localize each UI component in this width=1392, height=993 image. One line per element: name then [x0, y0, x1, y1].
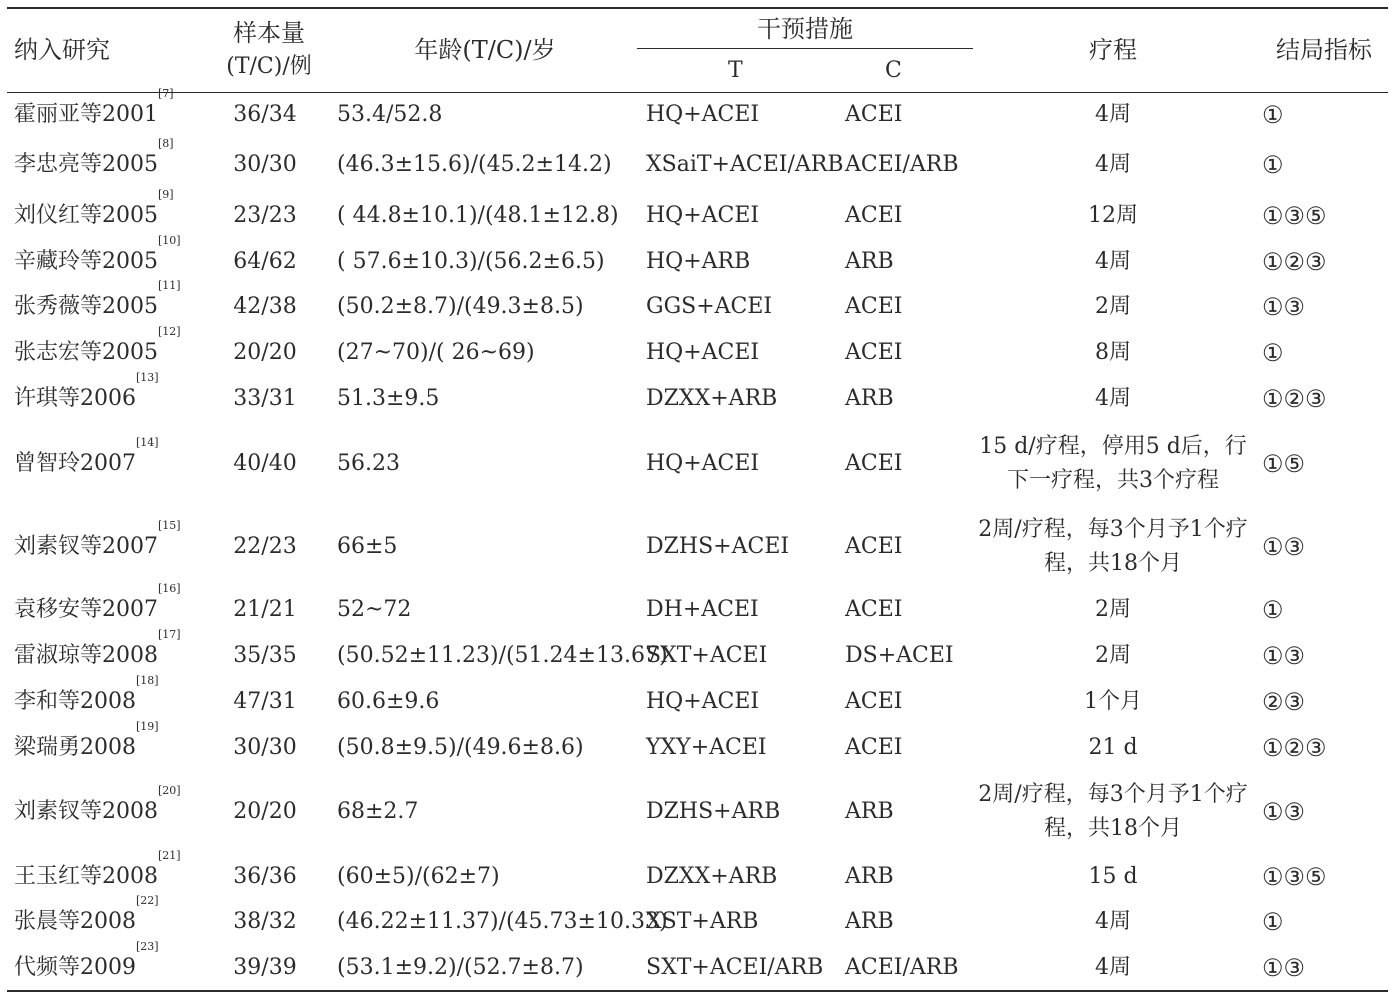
study-cell — [14, 188, 174, 233]
course-cell: 15 d — [1088, 864, 1138, 889]
reference-number: [11] — [158, 279, 181, 292]
control-cell: ACEI — [845, 689, 903, 714]
age-cell: 68±2.7 — [337, 799, 419, 824]
study-name: 袁移安等2007 — [14, 597, 158, 622]
study-name: 张晨等2008 — [14, 909, 136, 934]
study-name: 霍丽亚等2001 — [14, 102, 158, 127]
course-cell: 21 d — [1088, 735, 1138, 760]
control-cell: ACEI/ARB — [845, 152, 959, 177]
control-cell: ACEI — [845, 102, 903, 127]
age-cell: 66±5 — [337, 534, 398, 559]
treatment-cell: XST+ARB — [646, 909, 759, 934]
treatment-cell: SXT+ACEI — [646, 643, 768, 668]
study-name: 雷淑琼等2008 — [14, 643, 158, 668]
sample-size-cell: 64/62 — [233, 249, 297, 274]
reference-number: [20] — [158, 784, 181, 797]
sample-size-cell: 36/36 — [233, 864, 297, 889]
course-cell: 4周 — [1095, 955, 1131, 980]
reference-number: [14] — [136, 436, 159, 449]
age-cell: 52~72 — [337, 597, 412, 622]
reference-number: [8] — [158, 137, 174, 150]
study-name: 刘素钗等2007 — [14, 534, 158, 559]
study-cell — [14, 279, 181, 324]
age-cell: (27~70)/( 26~69) — [337, 340, 535, 365]
control-cell: ARB — [845, 799, 894, 824]
header-study: 纳入研究 — [14, 36, 110, 64]
outcome-cell: ①③ — [1262, 798, 1306, 826]
course-cell: 2周 — [1095, 597, 1131, 622]
course-cell: 4周 — [1095, 386, 1131, 411]
reference-number: [7] — [158, 87, 174, 100]
outcome-cell: ①③ — [1262, 642, 1306, 670]
age-cell: 51.3±9.5 — [337, 386, 440, 411]
age-cell: (50.2±8.7)/(49.3±8.5) — [337, 294, 584, 319]
control-cell: ACEI — [845, 534, 903, 559]
sample-size-cell: 23/23 — [233, 203, 297, 228]
reference-number: [21] — [158, 849, 181, 862]
age-cell: (60±5)/(62±7) — [337, 864, 500, 889]
reference-number: [13] — [136, 371, 159, 384]
age-cell: ( 57.6±10.3)/(56.2±6.5) — [337, 249, 605, 274]
study-name: 许琪等2006 — [14, 386, 136, 411]
reference-number: [10] — [158, 234, 181, 247]
header-outcome: 结局指标 — [1276, 36, 1372, 64]
study-name: 张志宏等2005 — [14, 340, 158, 365]
study-cell — [14, 234, 181, 279]
course-cell: 1个月 — [1084, 689, 1142, 714]
control-cell: DS+ACEI — [845, 643, 954, 668]
outcome-cell: ①③ — [1262, 954, 1306, 982]
header-t: T — [728, 58, 743, 83]
header-sample-line2: (T/C)/例 — [226, 54, 312, 79]
study-cell — [14, 519, 181, 564]
treatment-cell: DZHS+ARB — [646, 799, 781, 824]
course-cell: 2周 — [1095, 294, 1131, 319]
sample-size-cell: 30/30 — [233, 152, 297, 177]
header-sample-line1: 样本量 — [233, 19, 305, 47]
course-cell: 4周 — [1095, 249, 1131, 274]
treatment-cell: DZXX+ARB — [646, 386, 778, 411]
age-cell: (50.8±9.5)/(49.6±8.6) — [337, 735, 584, 760]
treatment-cell: HQ+ACEI — [646, 203, 760, 228]
table-header-rule — [7, 92, 1388, 93]
sample-size-cell: 33/31 — [233, 386, 297, 411]
reference-number: [16] — [158, 582, 181, 595]
reference-number: [18] — [136, 674, 159, 687]
header-course: 疗程 — [1089, 36, 1137, 64]
sample-size-cell: 30/30 — [233, 735, 297, 760]
age-cell: 53.4/52.8 — [337, 102, 443, 127]
outcome-cell: ②③ — [1262, 688, 1306, 716]
study-cell — [14, 436, 159, 481]
sample-size-cell: 40/40 — [233, 451, 297, 476]
header-c: C — [885, 58, 902, 83]
treatment-cell: DZHS+ACEI — [646, 534, 790, 559]
study-name: 王玉红等2008 — [14, 864, 158, 889]
sample-size-cell: 38/32 — [233, 909, 297, 934]
table-top-rule — [7, 7, 1388, 9]
study-cell — [14, 940, 159, 985]
sample-size-cell: 35/35 — [233, 643, 297, 668]
control-cell: ARB — [845, 249, 894, 274]
sample-size-cell: 42/38 — [233, 294, 297, 319]
study-cell — [14, 674, 159, 719]
treatment-cell: HQ+ACEI — [646, 689, 760, 714]
treatment-cell: SXT+ACEI/ARB — [646, 955, 824, 980]
study-cell — [14, 628, 181, 673]
treatment-cell: HQ+ACEI — [646, 340, 760, 365]
header-intervention: 干预措施 — [757, 15, 853, 43]
control-cell: ARB — [845, 864, 894, 889]
course-cell: 4周 — [1095, 102, 1131, 127]
treatment-cell: HQ+ACEI — [646, 451, 760, 476]
sample-size-cell: 36/34 — [233, 102, 297, 127]
study-cell — [14, 325, 181, 370]
outcome-cell: ①③ — [1262, 533, 1306, 561]
reference-number: [22] — [136, 894, 159, 907]
sample-size-cell: 21/21 — [233, 597, 297, 622]
study-cell — [14, 87, 174, 132]
course-cell: 2周 — [1095, 643, 1131, 668]
control-cell: ACEI — [845, 597, 903, 622]
study-name: 张秀薇等2005 — [14, 294, 158, 319]
header-age: 年龄(T/C)/岁 — [414, 36, 556, 64]
study-name: 曾智玲2007 — [14, 451, 136, 476]
age-cell: ( 44.8±10.1)/(48.1±12.8) — [337, 203, 619, 228]
outcome-cell: ①③⑤ — [1262, 863, 1327, 891]
treatment-cell: DH+ACEI — [646, 597, 759, 622]
study-cell — [14, 784, 181, 829]
sample-size-cell: 22/23 — [233, 534, 297, 559]
outcome-cell: ① — [1262, 908, 1284, 936]
age-cell: 60.6±9.6 — [337, 689, 440, 714]
sample-size-cell: 39/39 — [233, 955, 297, 980]
course-cell: 15 d/疗程，停用5 d后，行下一疗程，共3个疗程 — [979, 434, 1247, 493]
treatment-cell: GGS+ACEI — [646, 294, 773, 319]
control-cell: ACEI — [845, 451, 903, 476]
age-cell: (53.1±9.2)/(52.7±8.7) — [337, 955, 584, 980]
study-name: 李忠亮等2005 — [14, 152, 158, 177]
study-name: 辛藏玲等2005 — [14, 249, 158, 274]
outcome-cell: ① — [1262, 596, 1284, 624]
course-cell: 4周 — [1095, 909, 1131, 934]
reference-number: [12] — [158, 325, 181, 338]
outcome-cell: ①②③ — [1262, 734, 1327, 762]
course-cell: 2周/疗程，每3个月予1个疗程，共18个月 — [978, 517, 1248, 576]
age-cell: 56.23 — [337, 451, 400, 476]
treatment-cell: YXY+ACEI — [646, 735, 767, 760]
treatment-cell: DZXX+ARB — [646, 864, 778, 889]
age-cell: (46.3±15.6)/(45.2±14.2) — [337, 152, 612, 177]
study-cell — [14, 849, 181, 894]
outcome-cell: ①⑤ — [1262, 450, 1306, 478]
control-cell: ACEI — [845, 340, 903, 365]
sample-size-cell: 20/20 — [233, 799, 297, 824]
header-intervention-subrule — [637, 48, 973, 49]
outcome-cell: ① — [1262, 151, 1284, 179]
outcome-cell: ①②③ — [1262, 248, 1327, 276]
course-cell: 2周/疗程，每3个月予1个疗程，共18个月 — [978, 782, 1248, 841]
outcome-cell: ①③⑤ — [1262, 202, 1327, 230]
control-cell: ARB — [845, 909, 894, 934]
treatment-cell: HQ+ACEI — [646, 102, 760, 127]
course-cell: 8周 — [1095, 340, 1131, 365]
course-cell: 12周 — [1088, 203, 1138, 228]
treatment-cell: XSaiT+ACEI/ARB — [646, 152, 844, 177]
control-cell: ACEI — [845, 294, 903, 319]
study-name: 刘仪红等2005 — [14, 203, 158, 228]
age-cell: (50.52±11.23)/(51.24±13.67) — [337, 643, 668, 668]
age-cell: (46.22±11.37)/(45.73±10.33) — [337, 909, 668, 934]
study-name: 代频等2009 — [14, 955, 136, 980]
reference-number: [19] — [136, 720, 159, 733]
reference-number: [15] — [158, 519, 181, 532]
outcome-cell: ①②③ — [1262, 385, 1327, 413]
treatment-cell: HQ+ARB — [646, 249, 751, 274]
reference-number: [17] — [158, 628, 181, 641]
study-cell — [14, 137, 174, 182]
control-cell: ACEI — [845, 203, 903, 228]
control-cell: ARB — [845, 386, 894, 411]
sample-size-cell: 47/31 — [233, 689, 297, 714]
outcome-cell: ① — [1262, 339, 1284, 367]
table-bottom-rule — [7, 990, 1388, 992]
reference-number: [23] — [136, 940, 159, 953]
study-cell — [14, 371, 159, 416]
study-cell — [14, 894, 159, 939]
reference-number: [9] — [158, 188, 174, 201]
study-cell — [14, 720, 159, 765]
sample-size-cell: 20/20 — [233, 340, 297, 365]
study-name: 梁瑞勇2008 — [14, 735, 136, 760]
control-cell: ACEI/ARB — [845, 955, 959, 980]
control-cell: ACEI — [845, 735, 903, 760]
outcome-cell: ①③ — [1262, 293, 1306, 321]
study-name: 刘素钗等2008 — [14, 799, 158, 824]
study-cell — [14, 582, 181, 627]
course-cell: 4周 — [1095, 152, 1131, 177]
outcome-cell: ① — [1262, 101, 1284, 129]
study-name: 李和等2008 — [14, 689, 136, 714]
